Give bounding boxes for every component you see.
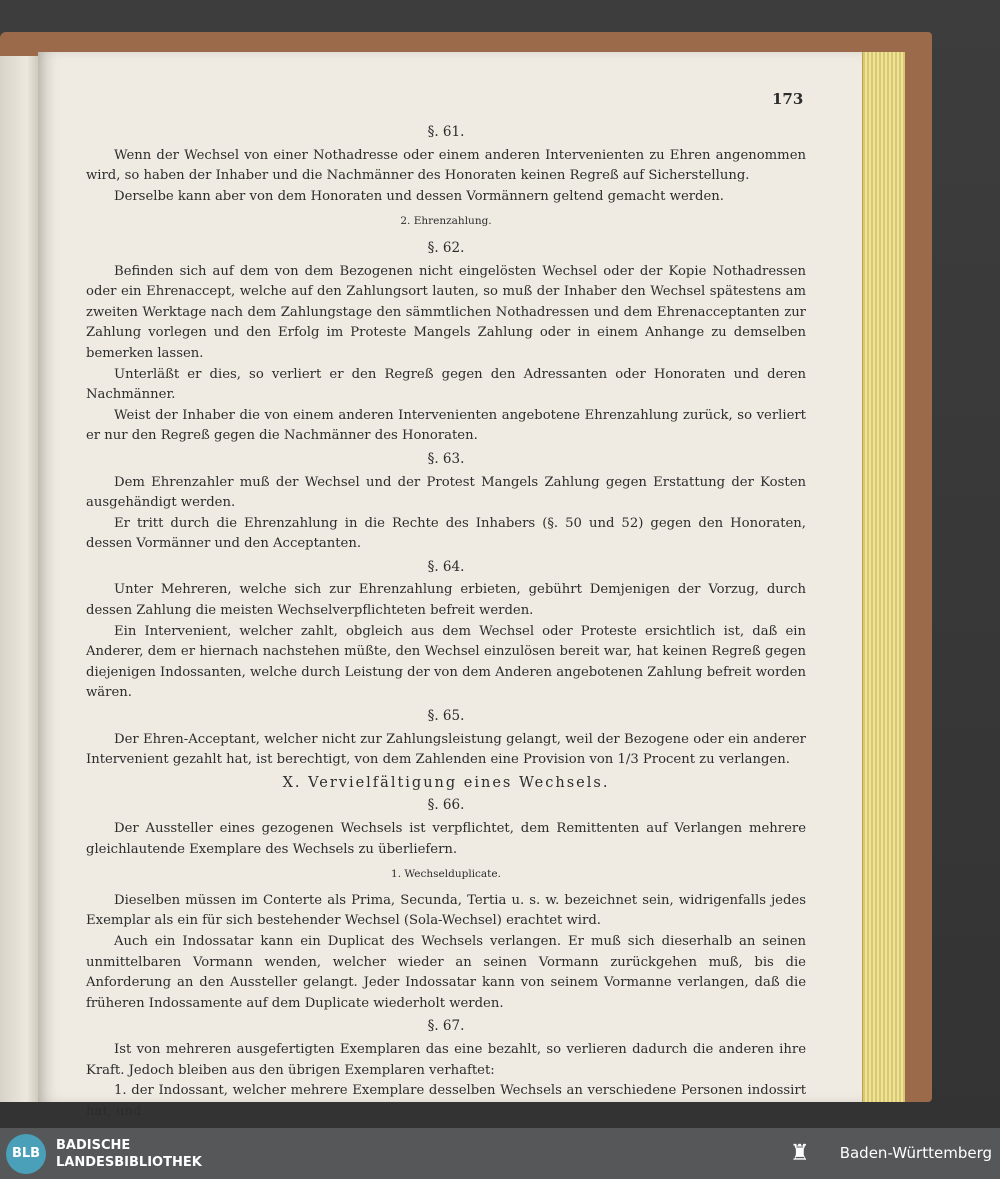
para-18: Der Aussteller eines gezogenen Wechsels ist verpflichtet, dem Remittenten auf Verlangen mehrere gleichlautende Exemplare des Wechsels zu überliefern. [86, 821, 806, 857]
para-9: Dem Ehrenzahler muß der Wechsel und der Protest Mangels Zahlung gegen Erstattung der Kosten ausgehändigt werden. [86, 474, 806, 511]
para-23: Ist von mehreren ausgefertigten Exemplaren das eine bezahlt, so verlieren dadurch die anderen ihre Kraft. Jedoch bleiben aus den übrigen Exemplaren verhaftet: [86, 1041, 806, 1078]
para-6: Unterläßt er dies, so verliert er den Regreß gegen den Adressanten oder Honoraten und deren Nachmänner. [86, 366, 806, 403]
para-12: Unter Mehreren, welche sich zur Ehrenzahlung erbieten, gebührt Demjenigen der Vorzug, durch dessen Zahlung die meisten Wechselverpflichteten befreit werden. [86, 582, 806, 619]
lions-crest-icon: ♜ [790, 1141, 810, 1166]
library-line1: BADISCHE [56, 1138, 131, 1153]
para-24: 1. der Indossant, welcher mehrere Exemplare desselben Wechsels an verschiedene Personen indossirt hat, und [86, 1083, 806, 1119]
section-14: §. 65. [427, 708, 465, 725]
blb-logo[interactable]: BLB [6, 1134, 46, 1174]
para-1: Wenn der Wechsel von einer Nothadresse oder einem anderen Intervenienten zu Ehren angenommen wird, so haben der Inhaber und die Nachmänner des Honoraten keinen Regreß auf Sicherstellung. [86, 147, 806, 184]
section-11: §. 64. [427, 558, 465, 575]
chapter-16: X. Vervielfältigung eines Wechsels. [282, 774, 610, 791]
page-edges [862, 52, 905, 1102]
page-number: 173 [772, 90, 804, 108]
page-text [86, 120, 806, 1145]
para-21: Auch ein Indossatar kann ein Duplicat des Wechsels verlangen. Er muß sich dieserhalb an seinen unmittelbaren Vormann wenden, welcher wieder an seinen Vormann zurückgehen muß, bis die Anforderung an den Aussteller gelangt. Jeder Indossatar kann von seinem Vormanne verlangen, daß die früheren Indossamente auf dem Duplicate wiederholt werden. [86, 933, 806, 1011]
subheading-19: 1. Wechselduplicate. [391, 868, 501, 881]
para-15: Der Ehren-Acceptant, welcher nicht zur Zahlungsleistung gelangt, weil der Bezogene oder ein anderer Intervenient gezahlt hat, ist berechtigt, von dem Zahlenden eine Provision von 1/3 Procent zu verlangen. [86, 731, 806, 768]
section-0: §. 61. [427, 124, 465, 140]
section-22: §. 67. [427, 1018, 465, 1035]
para-2: Derselbe kann aber von dem Honoraten und dessen Vormännern geltend gemacht werden. [114, 188, 724, 204]
para-5: Befinden sich auf dem von dem Bezogenen nicht eingelösten Wechsel oder der Kopie Nothadressen oder ein Ehrenaccept, welche auf den Zahlungsort lauten, so muß der Inhaber den Wechsel spätestens am zweiten Werktage nach dem Zahlungstage den sämmtlichen Nothadressen und dem Ehrenacceptanten zur Zahlung vorlegen und den Erfolg im Proteste Mangels Zahlung oder in einem Anhange zu demselben bemerken lassen. [86, 263, 806, 361]
library-name[interactable] [56, 1137, 202, 1171]
library-line2: LANDESBIBLIOTHEK [56, 1155, 202, 1170]
para-10: Er tritt durch die Ehrenzahlung in die Rechte des Inhabers (§. 50 und 52) gegen den Honoraten, dessen Vormänner und den Acceptanten. [86, 515, 806, 552]
footer-bar [0, 1128, 1000, 1179]
subheading-3: 2. Ehrenzahlung. [400, 215, 492, 228]
section-8: §. 63. [427, 450, 465, 467]
para-7: Weist der Inhaber die von einem anderen Intervenienten angebotene Ehrenzahlung zurück, so verliert er nur den Regreß gegen die Nachmänner des Honoraten. [86, 407, 806, 444]
section-4: §. 62. [427, 239, 465, 256]
section-17: §. 66. [427, 797, 465, 814]
para-20: Dieselben müssen im Conterte als Prima, Secunda, Tertia u. s. w. bezeichnet sein, widrigenfalls jedes Exemplar als ein für sich bestehender Wechsel (Sola-Wechsel) erachtet wird. [86, 892, 806, 929]
left-page-edge [0, 56, 38, 1102]
state-name[interactable]: Baden-Württemberg [839, 1144, 992, 1162]
para-13: Ein Intervenient, welcher zahlt, obgleich aus dem Wechsel oder Proteste ersichtlich ist, daß ein Anderer, dem er hiernach nachstehen müßte, den Wechsel einzulösen bereit war, hat keinen Regreß gegen diejenigen Indossanten, welche durch Leistung der von dem Anderen angebotenen Zahlung befreit worden wären. [86, 623, 806, 701]
